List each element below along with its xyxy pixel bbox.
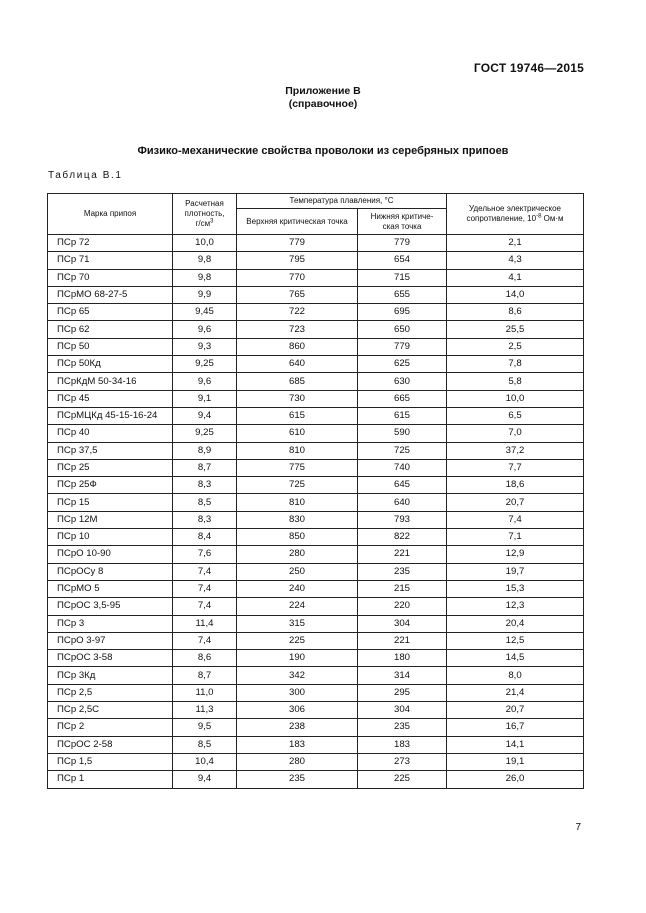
cell-density: 8,5 — [173, 494, 237, 511]
cell-upper-point: 615 — [237, 407, 358, 424]
cell-mark: ПСр 2,5 — [48, 684, 173, 701]
cell-resistance: 6,5 — [447, 407, 584, 424]
header-resistance-exp: -8 — [536, 213, 542, 220]
table-row — [48, 650, 584, 667]
cell-lower-point: 304 — [358, 615, 447, 632]
cell-upper-point: 860 — [237, 338, 358, 355]
cell-resistance: 7,7 — [447, 459, 584, 476]
cell-density: 10,4 — [173, 753, 237, 770]
table-row — [48, 615, 584, 632]
cell-density: 7,6 — [173, 546, 237, 563]
cell-upper-point: 183 — [237, 736, 358, 753]
cell-resistance: 8,0 — [447, 667, 584, 684]
cell-upper-point: 250 — [237, 563, 358, 580]
cell-resistance: 20,7 — [447, 494, 584, 511]
cell-lower-point: 180 — [358, 650, 447, 667]
cell-mark: ПСрКдМ 50-34-16 — [48, 373, 173, 390]
cell-lower-point: 295 — [358, 684, 447, 701]
cell-mark: ПСр 65 — [48, 304, 173, 321]
cell-lower-point: 665 — [358, 390, 447, 407]
cell-upper-point: 342 — [237, 667, 358, 684]
cell-density: 9,45 — [173, 304, 237, 321]
cell-lower-point: 822 — [358, 529, 447, 546]
cell-lower-point: 615 — [358, 407, 447, 424]
table-row — [48, 252, 584, 269]
cell-mark: ПСр 3 — [48, 615, 173, 632]
cell-density: 9,9 — [173, 286, 237, 303]
cell-resistance: 8,6 — [447, 304, 584, 321]
cell-resistance: 7,0 — [447, 425, 584, 442]
table-label: Таблица В.1 — [48, 170, 123, 181]
cell-resistance: 18,6 — [447, 477, 584, 494]
cell-upper-point: 280 — [237, 546, 358, 563]
appendix-title: Приложение В — [285, 85, 361, 97]
cell-mark: ПСрМО 5 — [48, 580, 173, 597]
cell-density: 8,3 — [173, 511, 237, 528]
cell-upper-point: 775 — [237, 459, 358, 476]
cell-upper-point: 610 — [237, 425, 358, 442]
cell-lower-point: 715 — [358, 269, 447, 286]
table-row — [48, 477, 584, 494]
header-lower-point — [358, 209, 447, 235]
cell-resistance: 14,5 — [447, 650, 584, 667]
cell-upper-point: 685 — [237, 373, 358, 390]
table-row — [48, 580, 584, 597]
cell-resistance: 25,5 — [447, 321, 584, 338]
table-row — [48, 546, 584, 563]
cell-resistance: 20,7 — [447, 702, 584, 719]
cell-upper-point: 280 — [237, 753, 358, 770]
header-resistance-unit: Ом·м — [541, 214, 564, 223]
cell-resistance: 4,1 — [447, 269, 584, 286]
table-row — [48, 373, 584, 390]
header-density-unit-line — [173, 219, 236, 229]
cell-lower-point: 590 — [358, 425, 447, 442]
cell-lower-point: 655 — [358, 286, 447, 303]
cell-mark: ПСр 50 — [48, 338, 173, 355]
header-lower-point-line1: Нижняя критиче- — [370, 211, 434, 221]
cell-upper-point: 723 — [237, 321, 358, 338]
cell-density: 9,25 — [173, 356, 237, 373]
table-row — [48, 529, 584, 546]
cell-density: 8,6 — [173, 650, 237, 667]
cell-resistance: 37,2 — [447, 442, 584, 459]
cell-upper-point: 315 — [237, 615, 358, 632]
cell-density: 7,4 — [173, 563, 237, 580]
cell-upper-point: 722 — [237, 304, 358, 321]
cell-density: 9,4 — [173, 407, 237, 424]
header-density — [173, 194, 237, 235]
cell-upper-point: 795 — [237, 252, 358, 269]
cell-mark: ПСрОС 3,5-95 — [48, 598, 173, 615]
cell-upper-point: 810 — [237, 442, 358, 459]
table-header — [48, 194, 584, 235]
cell-resistance: 12,3 — [447, 598, 584, 615]
cell-density: 11,4 — [173, 615, 237, 632]
cell-mark: ПСрМО 68-27-5 — [48, 286, 173, 303]
cell-mark: ПСр 1,5 — [48, 753, 173, 770]
cell-resistance: 4,3 — [447, 252, 584, 269]
cell-resistance: 2,1 — [447, 235, 584, 252]
cell-mark: ПСр 62 — [48, 321, 173, 338]
cell-density: 8,3 — [173, 477, 237, 494]
cell-lower-point: 779 — [358, 235, 447, 252]
cell-resistance: 5,8 — [447, 373, 584, 390]
cell-mark: ПСр 45 — [48, 390, 173, 407]
cell-density: 8,5 — [173, 736, 237, 753]
cell-resistance: 14,0 — [447, 286, 584, 303]
cell-density: 9,25 — [173, 425, 237, 442]
cell-resistance: 10,0 — [447, 390, 584, 407]
cell-resistance: 21,4 — [447, 684, 584, 701]
cell-lower-point: 221 — [358, 546, 447, 563]
table-row — [48, 494, 584, 511]
cell-mark: ПСр 25 — [48, 459, 173, 476]
cell-upper-point: 225 — [237, 632, 358, 649]
cell-lower-point: 235 — [358, 563, 447, 580]
appendix-heading — [0, 85, 646, 111]
cell-upper-point: 300 — [237, 684, 358, 701]
table-row — [48, 459, 584, 476]
cell-density: 9,6 — [173, 321, 237, 338]
cell-density: 10,0 — [173, 235, 237, 252]
table-row — [48, 407, 584, 424]
header-density-line2: плотность, — [184, 209, 225, 218]
table-row — [48, 511, 584, 528]
header-density-exp: 3 — [210, 218, 214, 225]
table-row — [48, 719, 584, 736]
cell-lower-point: 650 — [358, 321, 447, 338]
cell-upper-point: 640 — [237, 356, 358, 373]
cell-upper-point: 190 — [237, 650, 358, 667]
table-row — [48, 338, 584, 355]
cell-mark: ПСр 10 — [48, 529, 173, 546]
header-lower-point-line2: ская точка — [382, 221, 422, 231]
section-title: Физико-механические свойства проволоки из серебряных припоев — [137, 145, 509, 157]
cell-upper-point: 850 — [237, 529, 358, 546]
table-row — [48, 286, 584, 303]
cell-resistance: 12,5 — [447, 632, 584, 649]
cell-mark: ПСр 71 — [48, 252, 173, 269]
cell-upper-point: 238 — [237, 719, 358, 736]
cell-resistance: 26,0 — [447, 771, 584, 788]
cell-resistance: 12,9 — [447, 546, 584, 563]
table-row — [48, 356, 584, 373]
cell-resistance: 2,5 — [447, 338, 584, 355]
cell-resistance: 7,4 — [447, 511, 584, 528]
cell-mark: ПСр 40 — [48, 425, 173, 442]
cell-density: 9,4 — [173, 771, 237, 788]
cell-lower-point: 779 — [358, 338, 447, 355]
cell-lower-point: 215 — [358, 580, 447, 597]
cell-density: 9,1 — [173, 390, 237, 407]
cell-upper-point: 810 — [237, 494, 358, 511]
cell-lower-point: 304 — [358, 702, 447, 719]
cell-lower-point: 273 — [358, 753, 447, 770]
cell-mark: ПСр 1 — [48, 771, 173, 788]
cell-density: 8,7 — [173, 667, 237, 684]
cell-mark: ПСр 15 — [48, 494, 173, 511]
cell-resistance: 16,7 — [447, 719, 584, 736]
header-mark: Марка припоя — [48, 194, 173, 235]
cell-density: 7,4 — [173, 580, 237, 597]
cell-upper-point: 306 — [237, 702, 358, 719]
cell-mark: ПСрОС 3-58 — [48, 650, 173, 667]
cell-mark: ПСр 12М — [48, 511, 173, 528]
cell-lower-point: 630 — [358, 373, 447, 390]
cell-resistance: 14,1 — [447, 736, 584, 753]
table-row — [48, 390, 584, 407]
cell-density: 8,7 — [173, 459, 237, 476]
table-row — [48, 736, 584, 753]
cell-lower-point: 725 — [358, 442, 447, 459]
cell-density: 9,8 — [173, 252, 237, 269]
cell-lower-point: 183 — [358, 736, 447, 753]
cell-mark: ПСр 50Кд — [48, 356, 173, 373]
cell-upper-point: 240 — [237, 580, 358, 597]
header-density-line1: Расчетная — [185, 199, 224, 208]
table-row — [48, 235, 584, 252]
cell-resistance: 20,4 — [447, 615, 584, 632]
cell-lower-point: 225 — [358, 771, 447, 788]
cell-density: 11,3 — [173, 702, 237, 719]
table-body — [48, 235, 584, 789]
header-upper-point: Верхняя критическая точка — [237, 209, 358, 235]
header-density-unit: г/см — [195, 219, 211, 228]
cell-density: 9,5 — [173, 719, 237, 736]
cell-lower-point: 625 — [358, 356, 447, 373]
cell-upper-point: 770 — [237, 269, 358, 286]
appendix-subtitle: (справочное) — [288, 98, 358, 110]
cell-mark: ПСр 3Кд — [48, 667, 173, 684]
cell-lower-point: 235 — [358, 719, 447, 736]
cell-density: 9,8 — [173, 269, 237, 286]
cell-upper-point: 725 — [237, 477, 358, 494]
table-row — [48, 684, 584, 701]
cell-density: 8,9 — [173, 442, 237, 459]
cell-mark: ПСр 2,5С — [48, 702, 173, 719]
cell-density: 11,0 — [173, 684, 237, 701]
table-row — [48, 269, 584, 286]
table-row — [48, 425, 584, 442]
header-resistance-line1: Удельное электрическое — [469, 204, 561, 213]
header-resistance — [447, 194, 584, 235]
cell-upper-point: 779 — [237, 235, 358, 252]
table-row — [48, 598, 584, 615]
cell-density: 7,4 — [173, 632, 237, 649]
table-row — [48, 753, 584, 770]
cell-mark: ПСрМЦКд 45-15-16-24 — [48, 407, 173, 424]
cell-upper-point: 830 — [237, 511, 358, 528]
cell-mark: ПСр 37,5 — [48, 442, 173, 459]
cell-lower-point: 645 — [358, 477, 447, 494]
cell-mark: ПСрО 10-90 — [48, 546, 173, 563]
cell-mark: ПСрОС 2-58 — [48, 736, 173, 753]
page-number: 7 — [575, 822, 581, 833]
table-row — [48, 321, 584, 338]
cell-density: 7,4 — [173, 598, 237, 615]
cell-mark: ПСр 70 — [48, 269, 173, 286]
cell-resistance: 19,7 — [447, 563, 584, 580]
cell-mark: ПСрОСу 8 — [48, 563, 173, 580]
cell-mark: ПСр 25Ф — [48, 477, 173, 494]
cell-mark: ПСрО 3-97 — [48, 632, 173, 649]
cell-lower-point: 221 — [358, 632, 447, 649]
cell-resistance: 19,1 — [447, 753, 584, 770]
cell-density: 9,3 — [173, 338, 237, 355]
cell-lower-point: 640 — [358, 494, 447, 511]
cell-lower-point: 314 — [358, 667, 447, 684]
table-row — [48, 771, 584, 788]
header-melting-group: Температура плавления, °С — [237, 194, 447, 209]
table-row — [48, 304, 584, 321]
header-resistance-line2-wrap — [447, 214, 583, 224]
table-row — [48, 563, 584, 580]
properties-table — [47, 193, 584, 789]
cell-lower-point: 695 — [358, 304, 447, 321]
cell-resistance: 7,8 — [447, 356, 584, 373]
table-row — [48, 667, 584, 684]
cell-upper-point: 235 — [237, 771, 358, 788]
cell-upper-point: 224 — [237, 598, 358, 615]
cell-lower-point: 220 — [358, 598, 447, 615]
cell-mark: ПСр 72 — [48, 235, 173, 252]
cell-lower-point: 793 — [358, 511, 447, 528]
standard-code: ГОСТ 19746—2015 — [473, 61, 584, 75]
cell-upper-point: 730 — [237, 390, 358, 407]
cell-resistance: 15,3 — [447, 580, 584, 597]
cell-lower-point: 654 — [358, 252, 447, 269]
header-resistance-line2: сопротивление, 10 — [466, 214, 537, 223]
cell-upper-point: 765 — [237, 286, 358, 303]
cell-lower-point: 740 — [358, 459, 447, 476]
cell-mark: ПСр 2 — [48, 719, 173, 736]
table-row — [48, 702, 584, 719]
table-row — [48, 442, 584, 459]
table-row — [48, 632, 584, 649]
cell-density: 8,4 — [173, 529, 237, 546]
cell-resistance: 7,1 — [447, 529, 584, 546]
cell-density: 9,6 — [173, 373, 237, 390]
